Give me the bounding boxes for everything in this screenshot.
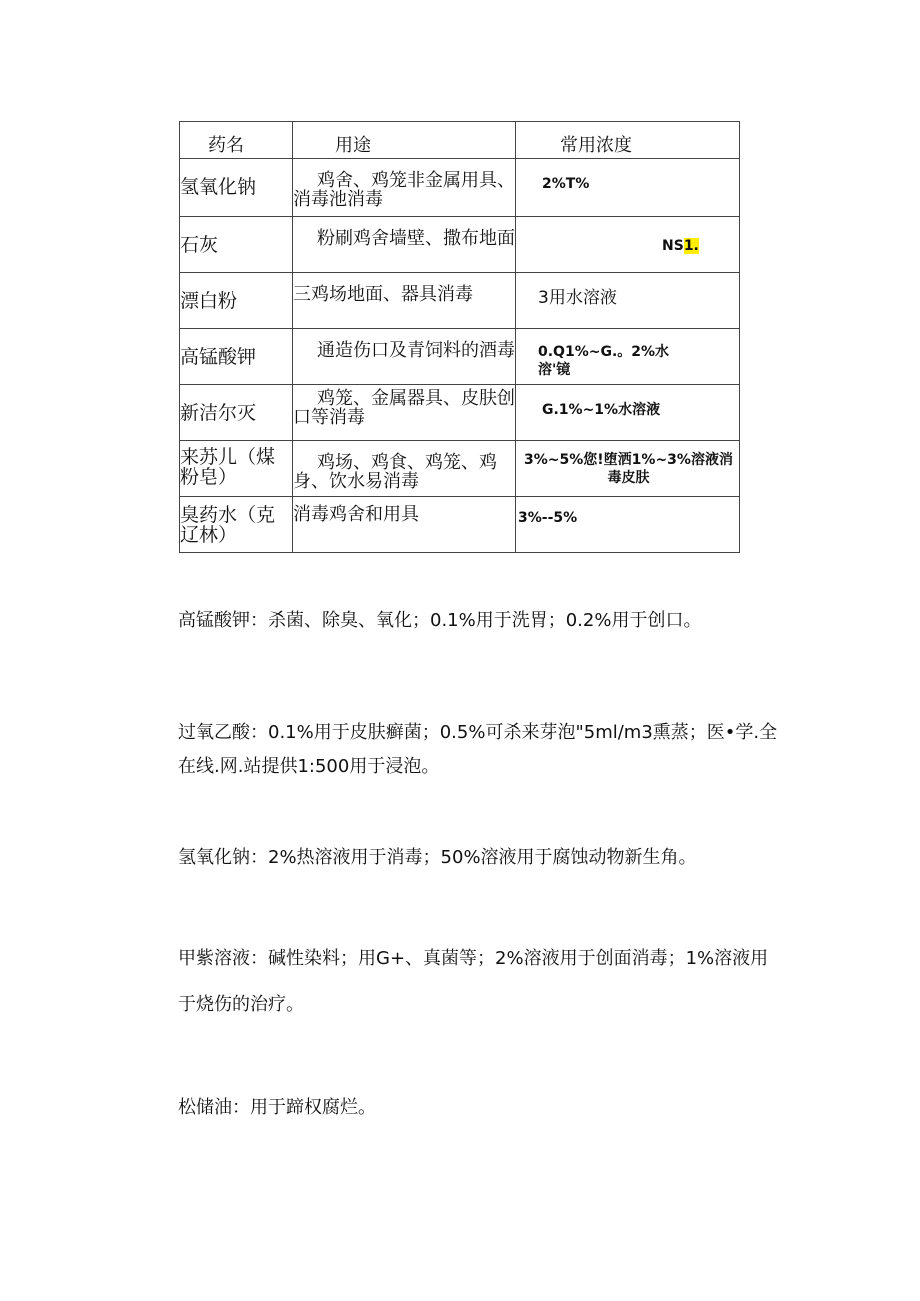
drug-name: 石灰 — [180, 234, 219, 256]
paragraph-pine-tar: 松储油：用于蹄权腐烂。 — [178, 1097, 376, 1118]
drug-use: 鸡舍、鸡笼非金属用具、消毒池消毒 — [293, 170, 515, 210]
drug-concentration: 3%--5% — [518, 510, 578, 526]
disinfectant-table — [179, 121, 740, 553]
drug-use: 消毒鸡舍和用具 — [293, 504, 419, 525]
cell-use — [293, 217, 516, 273]
drug-use: 粉刷鸡舍墙壁、撒布地面 — [317, 228, 515, 249]
drug-use: 鸡笼、金属器具、皮肤创口等消毒 — [293, 388, 515, 428]
cell-conc — [516, 385, 740, 441]
cell-use — [293, 385, 516, 441]
drug-use: 三鸡场地面、器具消毒 — [293, 284, 473, 305]
header-drug-name: 药名 — [208, 135, 244, 156]
drug-concentration: 2%T% — [542, 176, 590, 192]
cell-conc — [516, 497, 740, 553]
drug-concentration: 0.Q1%~G.。2%水溶'镜 — [538, 344, 670, 378]
cell-name — [180, 273, 293, 329]
highlighted-concentration: 1. — [683, 238, 699, 254]
cell-conc — [516, 329, 740, 385]
cell-use — [293, 441, 516, 497]
header-concentration: 常用浓度 — [560, 135, 632, 156]
paragraph-gentian-violet: 甲紫溶液：碱性染料；用G+、真菌等；2%溶液用于创面消毒；1%溶液用于烧伤的治疗。 — [178, 948, 769, 1015]
cell-name — [180, 385, 293, 441]
cell-name — [180, 329, 293, 385]
disinfectant-table-container — [179, 121, 740, 553]
concentration-text: 3用水溶液 — [538, 288, 617, 308]
drug-use: 鸡场、鸡食、鸡笼、鸡身、饮水易消毒 — [293, 452, 497, 492]
drug-name: 新洁尔灭 — [180, 402, 257, 424]
header-cell-name — [180, 122, 293, 159]
cell-use — [293, 159, 516, 217]
drug-concentration: 3%~5%您!堕洒1%~3%溶液消毒皮肤 — [524, 452, 733, 486]
drug-concentration — [516, 217, 739, 255]
drug-name: 来苏儿（煤粉皂） — [180, 446, 276, 488]
cell-conc — [516, 441, 740, 497]
drug-concentration — [516, 273, 739, 308]
cell-use — [293, 329, 516, 385]
table-row — [180, 329, 740, 385]
cell-use — [293, 497, 516, 553]
header-use: 用途 — [335, 135, 371, 156]
drug-use: 通造伤口及青饲料的酒毒 — [317, 340, 515, 361]
table-row — [180, 273, 740, 329]
drug-name: 高锰酸钾 — [180, 346, 257, 368]
paragraph-sodium-hydroxide: 氢氧化钠：2%热溶液用于消毒；50%溶液用于腐蚀动物新生角。 — [178, 847, 697, 868]
cell-conc — [516, 217, 740, 273]
table-row — [180, 217, 740, 273]
cell-use — [293, 273, 516, 329]
cell-name — [180, 497, 293, 553]
drug-name: 臭药水（克辽林） — [180, 504, 276, 546]
drug-concentration: G.1%~1%水溶液 — [542, 402, 661, 418]
table-row — [180, 441, 740, 497]
drug-name: 氢氧化钠 — [180, 176, 257, 198]
paragraph-peracetic-acid: 过氧乙酸：0.1%用于皮肤癣菌；0.5%可杀来芽泡"5ml∕m3熏蒸；医•学.全在线.网.站提供1:500用于浸泡。 — [178, 722, 778, 777]
header-cell-use — [293, 122, 516, 159]
table-row — [180, 497, 740, 553]
table-row — [180, 159, 740, 217]
drug-name: 漂白粉 — [180, 290, 238, 312]
table-row — [180, 385, 740, 441]
cell-name — [180, 441, 293, 497]
cell-conc — [516, 273, 740, 329]
table-header-row — [180, 122, 740, 159]
paragraph-potassium-permanganate: 高锰酸钾：杀菌、除臭、氧化；0.1%用于洗胃；0.2%用于创口。 — [178, 610, 702, 631]
header-cell-conc — [516, 122, 740, 159]
cell-conc — [516, 159, 740, 217]
concentration-prefix: NS — [662, 238, 684, 254]
cell-name — [180, 159, 293, 217]
cell-name — [180, 217, 293, 273]
